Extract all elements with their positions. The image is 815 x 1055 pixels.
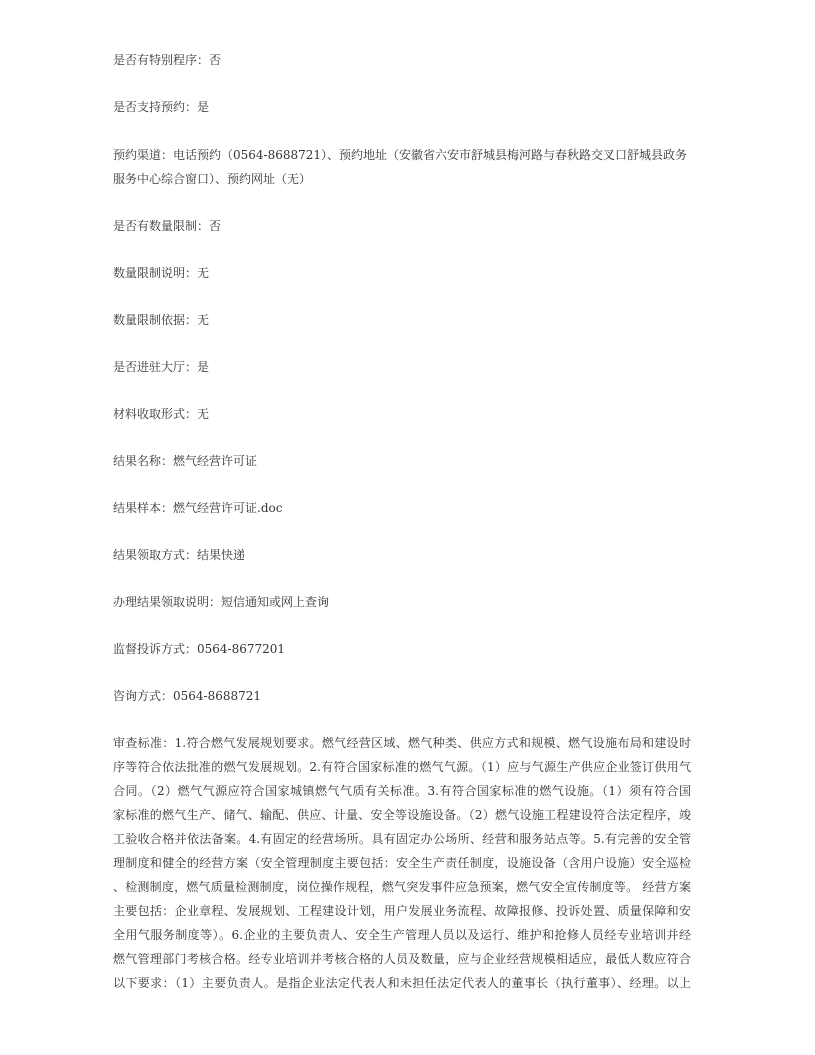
paragraph-line: 主要包括：企业章程、发展规划、工程建设计划，用户发展业务流程、故障报修、投诉处置、质量保障和安 — [113, 904, 691, 918]
field-label: 是否有特别程序： — [113, 53, 210, 67]
field-appointment-support — [113, 95, 688, 119]
field-result-name — [113, 449, 688, 473]
field-label: 是否支持预约： — [113, 100, 198, 114]
review-standard-paragraph — [113, 731, 691, 995]
field-label: 是否有数量限制： — [113, 219, 210, 233]
field-value: 是 — [197, 100, 210, 114]
field-value: 无 — [197, 313, 210, 327]
field-label: 结果名称： — [113, 454, 174, 468]
field-label: 监督投诉方式： — [113, 642, 198, 656]
field-appointment-channel-continued — [113, 167, 688, 191]
field-value: 无 — [197, 407, 210, 421]
paragraph-line: 全用气服务制度等）。6.企业的主要负责人、安全生产管理人员以及运行、维护和抢修人员经专业培训并经 — [113, 928, 691, 942]
paragraph-line: 家标准的燃气生产、储气、输配、供应、计量、安全等设施设备。（2）燃气设施工程建设符合法定程序，竣 — [113, 808, 691, 822]
paragraph-line: 工验收合格并依法备案。4.有固定的经营场所。具有固定办公场所、经营和服务站点等。5.有完善的安全管 — [113, 832, 691, 846]
field-quantity-limit — [113, 214, 688, 238]
paragraph-line: 以下要求：（1）主要负责人。是指企业法定代表人和未担任法定代表人的董事长（执行董事）、经理。以上 — [113, 976, 691, 990]
field-result-sample — [113, 496, 688, 520]
field-result-pickup-note — [113, 590, 688, 614]
field-value: 是 — [197, 360, 210, 374]
field-label: 预约渠道： — [113, 148, 174, 162]
field-label: 数量限制依据： — [113, 313, 198, 327]
field-quantity-limit-description — [113, 261, 688, 285]
field-value: 电话预约（0564-8688721）、预约地址（安徽省六安市舒城县梅河路与春秋路交叉口舒城县政务 — [173, 148, 688, 162]
field-value: 短信通知或网上查询 — [221, 595, 330, 609]
field-value: 0564-8677201 — [197, 642, 286, 656]
field-label: 咨询方式： — [113, 689, 174, 703]
field-value: 否 — [209, 53, 222, 67]
paragraph-line: 燃气管理部门考核合格。经专业培训并考核合格的人员及数量，应与企业经营规模相适应，最低人数应符合 — [113, 952, 691, 966]
field-in-hall — [113, 355, 688, 379]
field-special-procedure — [113, 48, 688, 72]
paragraph-line: 合同。（2）燃气气源应符合国家城镇燃气气质有关标准。3.有符合国家标准的燃气设施。（1）须有符合国 — [113, 784, 691, 798]
field-label: 材料收取形式： — [113, 407, 198, 421]
field-appointment-channel — [113, 143, 688, 167]
field-label: 办理结果领取说明： — [113, 595, 222, 609]
field-label: 是否进驻大厅： — [113, 360, 198, 374]
field-value: 燃气经营许可证 — [173, 454, 258, 468]
field-material-collection — [113, 402, 688, 426]
paragraph-line: 审查标准：1.符合燃气发展规划要求。燃气经营区域、燃气种类、供应方式和规模、燃气设施布局和建设时 — [113, 736, 691, 750]
field-value-continued: 服务中心综合窗口）、预约网址（无） — [113, 172, 312, 186]
field-consultation-contact — [113, 684, 688, 708]
paragraph-line: 、检测制度，燃气质量检测制度，岗位操作规程，燃气突发事件应急预案，燃气安全宣传制度等。 经营方案 — [113, 880, 691, 894]
field-label: 数量限制说明： — [113, 266, 198, 280]
paragraph-line: 序等符合依法批准的燃气发展规划。2.有符合国家标准的燃气气源。（1）应与气源生产供应企业签订供用气 — [113, 760, 691, 774]
field-result-delivery — [113, 543, 688, 567]
field-value: 无 — [197, 266, 210, 280]
field-quantity-limit-basis — [113, 308, 688, 332]
field-value: 0564-8688721 — [173, 689, 262, 703]
field-value: 否 — [209, 219, 222, 233]
field-complaint-contact — [113, 637, 688, 661]
field-value: 燃气经营许可证.doc — [173, 501, 283, 515]
field-label: 结果样本： — [113, 501, 174, 515]
field-value: 结果快递 — [197, 548, 246, 562]
paragraph-line: 理制度和健全的经营方案（安全管理制度主要包括：安全生产责任制度，设施设备（含用户设施）安全巡检 — [113, 856, 691, 870]
field-label: 结果领取方式： — [113, 548, 198, 562]
